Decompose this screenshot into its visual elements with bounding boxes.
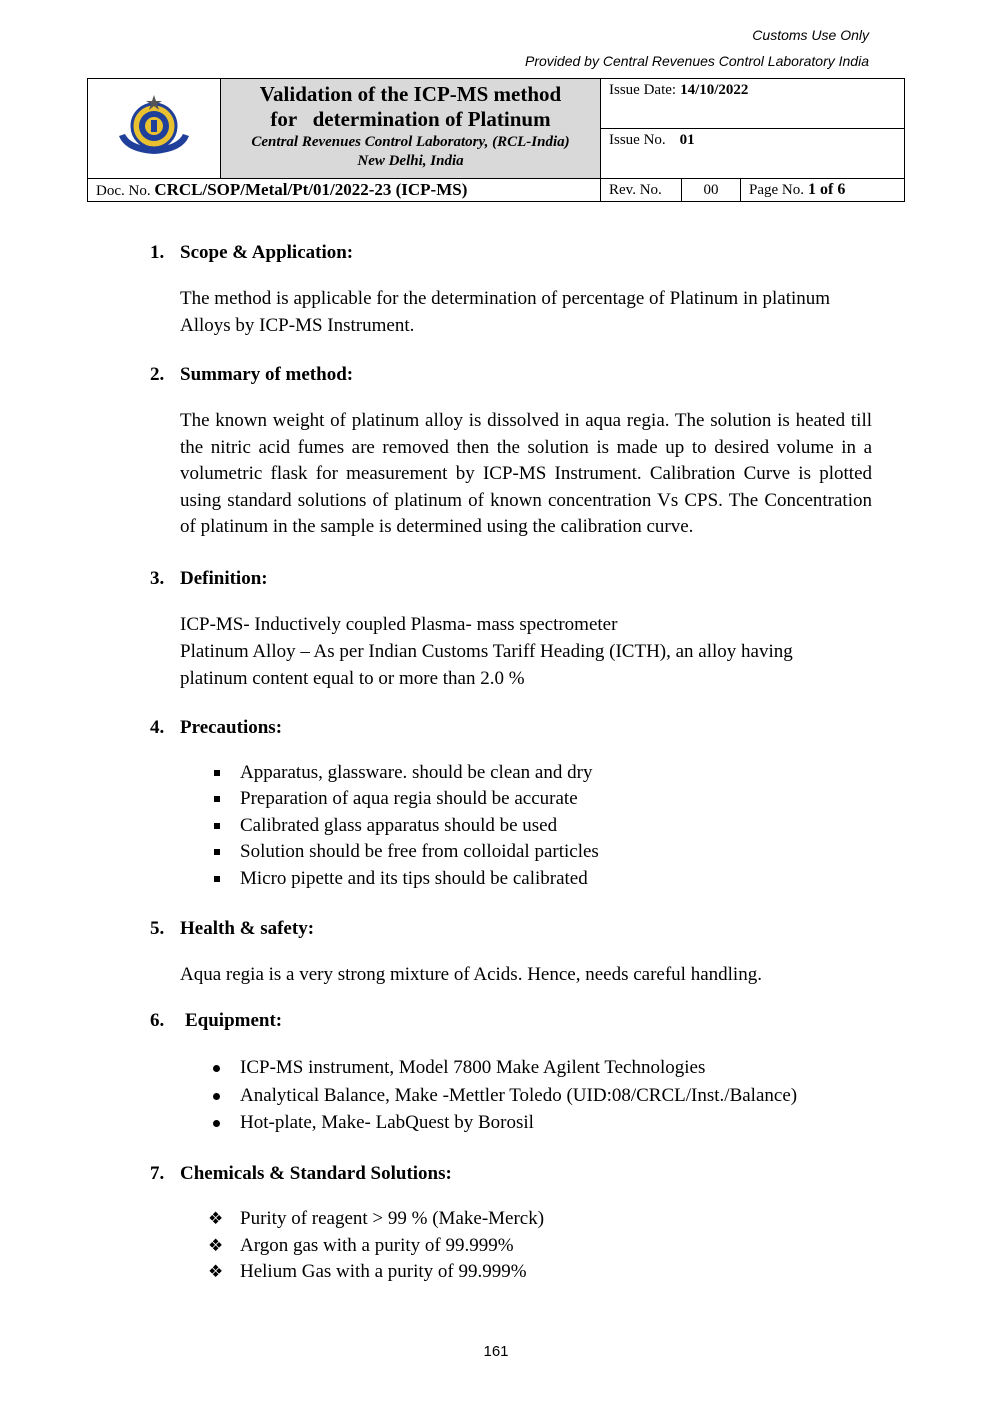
section-heading-summary: 2. Summary of method: [150,364,354,385]
emblem-logo-icon [113,92,195,160]
issue-no-value: 01 [679,132,695,148]
doc-title-line1: Validation of the ICP-MS method [259,82,562,106]
list-item: Apparatus, glassware. should be clean and dry [240,762,592,784]
diamond-bullet-icon: ❖ [208,1236,224,1255]
issue-no-cell [601,129,905,179]
org-location: New Delhi, India [357,153,464,169]
page-number: 161 [483,1343,509,1360]
square-bullet-icon [214,770,220,776]
section-heading-definition: 3. Definition: [150,568,268,589]
section-body-scope: The method is applicable for the determination of percentage of Platinum in platinum Alloys by ICP-MS Instrument. [180,288,831,336]
diamond-bullet-icon: ❖ [208,1262,224,1281]
list-item: ❖ Helium Gas with a purity of 99.999% [208,1261,527,1282]
issue-no-label: Issue No. [609,132,666,148]
round-bullet-icon [213,1120,220,1127]
square-bullet-icon [214,823,220,829]
issue-date-cell [601,79,905,129]
page-no-cell [741,179,905,202]
section-body-summary: The known weight of platinum alloy is dissolved in aqua regia. The solution is heated till the nitric acid fumes are removed then the solution is made up to desired volume in a volumetric flask for measurement by ICP-MS Instrument. Calibration Curve is plotted using standard solutions of platinum of known concentration Vs CPS. The Concentration of platinum in the sample is determined using the calibration curve. [180,410,872,537]
issue-date-value: 14/10/2022 [680,82,749,98]
list-item: ICP-MS instrument, Model 7800 Make Agilent Technologies [240,1057,705,1079]
logo-cell [88,79,221,179]
list-item: ❖ Argon gas with a purity of 99.999% [208,1235,514,1256]
doc-title-line2: for determination of Platinum [270,107,551,131]
list-item: Calibrated glass apparatus should be used [240,815,557,837]
list-item: Micro pipette and its tips should be calibrated [240,868,588,890]
round-bullet-icon [213,1065,220,1072]
section-heading-health-safety: 5. Health & safety: [150,918,315,939]
document-header-table [87,78,905,202]
list-item: Preparation of aqua regia should be accurate [240,788,578,810]
list-item: Hot-plate, Make- LabQuest by Borosil [240,1112,534,1134]
list-item: Analytical Balance, Make -Mettler Toledo (UID:08/CRCL/Inst./Balance) [240,1085,797,1107]
list-item: ❖ Purity of reagent > 99 % (Make-Merck) [208,1208,545,1229]
rev-no-value: 00 [682,179,741,202]
section-heading-equipment: 6. Equipment: [150,1010,283,1031]
list-item: Solution should be free from colloidal particles [240,841,599,863]
issue-date-label: Issue Date: [609,82,677,98]
page-no-label: Page No. [749,182,804,198]
section-heading-scope: 1. Scope & Application: [150,242,354,263]
customs-use-note: Customs Use Only [752,27,869,43]
provided-by-note: Provided by Central Revenues Control Laboratory India [525,53,869,69]
doc-no-cell [88,179,601,202]
page-no-value: 1 of 6 [808,181,846,198]
diamond-bullet-icon: ❖ [208,1209,224,1228]
square-bullet-icon [214,849,220,855]
section-heading-chemicals: 7. Chemicals & Standard Solutions: [150,1163,452,1184]
org-name: Central Revenues Control Laboratory, (RCL-India) [251,134,570,150]
definition-icp-ms: ICP-MS- Inductively coupled Plasma- mass spectrometer [180,614,618,635]
section-heading-precautions: 4. Precautions: [150,717,283,738]
square-bullet-icon [214,796,220,802]
title-cell [221,79,601,179]
section-body-health-safety: Aqua regia is a very strong mixture of Acids. Hence, needs careful handling. [180,964,762,985]
definition-platinum-alloy: Platinum Alloy – As per Indian Customs Tariff Heading (ICTH), an alloy having platinum content equal to or more than 2.0 % [180,641,793,689]
doc-no-value: CRCL/SOP/Metal/Pt/01/2022-23 (ICP-MS) [154,180,468,199]
square-bullet-icon [214,876,220,882]
round-bullet-icon [213,1093,220,1100]
doc-no-label: Doc. No. [96,183,151,199]
rev-no-label: Rev. No. [601,179,682,202]
